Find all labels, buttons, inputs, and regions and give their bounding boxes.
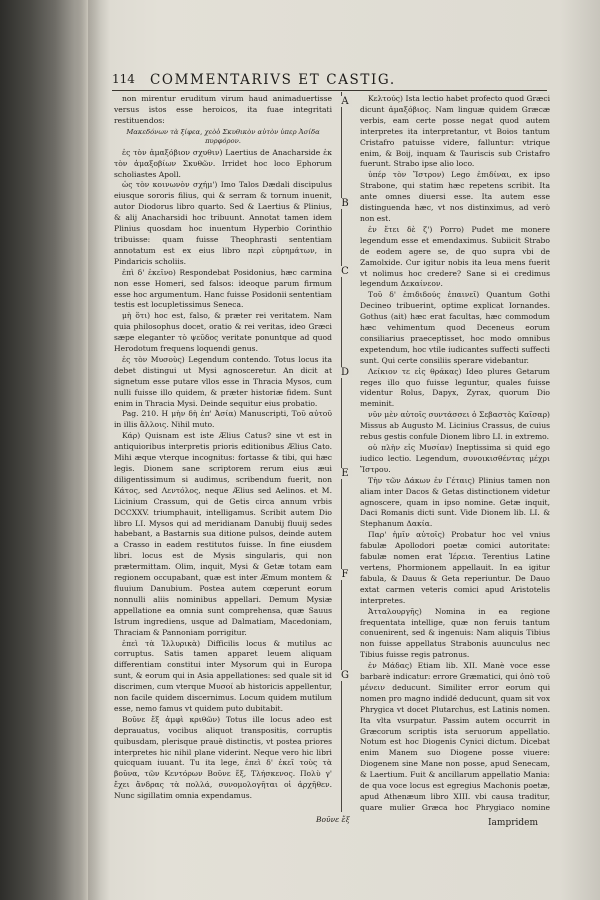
left-column [114,94,332,812]
right-paragraph: Τὴν τῶν Δάκων ἐν Γέταις) Plinius tamen non aliam inter Dacos & Getas distinctionem videtur agnoscere, quam in ipso nomine. Getæ inquit, Daci Romanis dicti sunt. Vide Dionem lib. LI. & Stephanum Δακία. [360,475,550,529]
catchword-right: Iampridem [488,818,539,828]
right-paragraph: νῦν μὲν αὐτοῖς συντάσσει ὁ Σεβαστὸς Καῖσαρ) Missus ab Augusto M. Licinius Crassus, de cuius rebus gestis confule Dionem libro LI. in extremo. [360,410,550,442]
margin-letter-e: E [338,468,352,479]
right-paragraph: Κελτούς) Ista lectio habet profecto quod Græci dicunt ἀμαξόβιος. Nam linguæ quidem Græcæ verbis, eam certe posse negat quod autem interpretes ita interpretantur, vt Boios tantum Cristafro patuisse videre, falluntur: vtrique enim, & Boij, inquam & Tauriscis sub Cristafro fuerunt. Strabo ipse alio loco. [360,94,550,169]
margin-letter-d: D [338,367,352,378]
margin-letter-b: B [338,198,352,209]
left-paragraph: Κάρ) Quisnam est iste Ælius Catus? sine vt est in antiquioribus interpretis prioris editionibus Ælius Cato. Mihi æque vterque incognitus: fortasse & tibi, qui hæc legis. Dionem sane scriptorem rerum eius æui diligentissimum si audimus, scribendum fuerit, non Κάτος, sed Λεντόλος, neque Ælius sed Aelinos. et M. Licinium Crassum, qui de Getis circa annum vrbis DCCXXV. triumphauit, intelligamus. Scribit autem Dio libro LI. Mysos qui ad meridianam Danubij fluuij sedes habebant, a Bastarnis sua ditione pulsos, deinde autem a Crasso in eadem restitutos fuisse. In fine eiusdem libri. locus est de Mysis singularis, qui non prætermittam. Olim, inquit, Mysi & Getæ totam eam regionem occupabant, quæ est inter Æmum montem & fluuium Danubium. Postea autem cœperunt eorum nonnulli aliis nominibus appellari. Demum Mysiæ appellatione ea omnia sunt comprehensa, quæ Sauus Istrum ingrediens, usque ad Dalmatiam, Macedoniam, Thraciam & Pannoniam porrigitur. [114,431,332,637]
right-paragraph: ὑπέρ τὸν Ἴστρον) Lego ἐπιδίναι, ex ipso Strabone, qui statim hæc repetens scribit. Ita ante omnes diuersi esse. Ita autem esse distinguenda hæc, vt nos distinximus, ad verò non est. [360,170,550,223]
header-rule [112,90,547,91]
left-paragraph: ἐς τὸν Μυσοὺς) Legendum contendo. Totus locus ita debet distingui ut Mysi agnosceretur. An dicit at signetum esse putare vllos esse in Thracia Mysos, cum nulli fuisse illo quidem, & præter historiæ fidem. Sunt enim in Thracia Mysi. Deinde sequitur eius probatio. [114,354,332,408]
left-paragraph: μὴ ὅτι) hoc est, falso, & præter rei veritatem. Nam quia philosophus docet, oratio & rei veritas, ideo Græci sæpe eleganter τὸ ψεῦδος veritate ponuntque ad quod Herodotum frequens loquendi genus. [114,311,332,354]
greek-verse: Μακεδόνων τὰ ξίφεα, χεὸὁ Σκυθικὸν αὐτὸν ὑπερ Ἀσίδα πυρφόρον. [126,127,320,146]
book-gutter-shadow [0,0,88,900]
left-paragraph: Pag. 210. Η μὴν δὴ ἐπ' Ἀσία) Manuscripti, Τοῦ αὐτοῦ in illis ἄλλοις. Nihil muto. [114,409,332,430]
left-paragraph: Βοῦνε ἔξ ἀμφὶ κριθῶν) Totus ille locus adeo est deprauatus, vocibus aliquot transpositis, corruptis quibusdam, plerisque prauè distinctis, vt postea priores interpretes hic nihil plane viderint. Neque vero hic libri quicquam iuuant. Tu ita lege, ἐπεὶ δ' ἐκεῖ τοὺς τὰ βοῦνα, τῶν Κεντόρων Βοῦνε ἔξ, Τλήσκενος. Πολὺ γ' ἔχει ἄνδρας τὰ πολλά, συνομολογῆται οἱ ἀρχῆθεν. Nunc sigillatim omnia expendamus. [114,714,332,801]
margin-letter-c: C [338,266,352,277]
running-title: COMMENTARIVS ET CASTIG. [150,72,396,88]
right-paragraph: ἐν Μάδας) Etiam lib. XII. Manè voce esse barbarè indicatur: errore Græmatici, qui ὀπὸ τοῦ μένειν deducunt. Similiter error eorum qui nomen pro magno indidé deducunt, quam sit vox Phrygica vt docet Plutarchus, est Latinis nomen. Ita vlta vsurpatur. Passim autem occurrit in Græcorum scriptis ista seruorum appellatio. Notum est hoc Diogenis Cynici dictum. Dicebat enim Manem suo Diogene posse viuere: Diogenem sine Mane non posse, apud Senecam, & Laertium. Fuit & ancillarum appellatio Mania: de qua voce locus est egregius Machonis poetæ, apud Athenæum libro XIII. vbi causa traditur, quare mulier Græca hoc Phrygiaco nomine [360,661,550,812]
left-paragraph: non mirentur eruditum virum haud animaduertisse versus istos esse heroicos, ita fuae integritati restituendos: [114,94,332,125]
margin-letter-a: A [338,96,352,107]
right-paragraph: Λείκιον τε εἰς θράκας) Ideo plures Getarum reges illo quo fuisse leguntur, quales fuisse videntur Rolus, Dapyx, Zyrax, quorum Dio meminit. [360,366,550,409]
page-number: 114 [112,72,135,86]
margin-letter-g: G [338,670,352,681]
right-paragraph: Τοῦ δ' ἐπιδιδούς ἐπαινεῖ) Quantum Gothi Decineo tribuerint, optime explicat Iornandes. Gothus (ait) hæc erat facultas, hæc commodum hæc vehimentum quod Deceneus eorum consiliarius praeceptisset, hoc modo omnibus expetendum, hoc vtile iudicantes suffecti suffecti sunt. Qui certe consiliis sperare videbantur. [360,290,550,365]
right-column [360,94,550,812]
left-paragraph: ἐς τὸν ἀμαξόβιον σχυθιν) Laertius de Anacharside ἐκ τὸν ἀμαξοβίων Σκυθῶν. Irridet hoc loco Ephorum scholiastes Apoll. [114,147,332,179]
right-paragraph: Ἀτταλουργῆς) Nomina in ea regione frequentata intellige, quæ non feruis tantum conuenirent, sed & ingenuis: Nam aliquis Tibius non fuisse appellatus Strabonis auunculus nec Tibius fuisse regis patronus. [360,606,550,660]
left-paragraph: ἐπεὶ τὰ Ἰλλυρικὰ) Difficilis locus & mutilus ac corruptus. Satis tamen apparet leuem aliquam differentiam constitui inter Mysorum qui in Europa sunt, & eorum qui in Asia appellationes: sed quale sit id discrimen, cum vterque Μυσοί ab historicis appellentur, non facile quidem discernimus. Locum quidem mutilum esse, nemo famus vt quidem puto dubitabit. [114,638,332,713]
right-paragraph: ἐν ἔτει δὲ ζ') Porro) Pudet me monere legendum esse et emendaximus. Subiicit Strabo de eodem agere se, de quo supra vbi de Zamolxide. Cur igitur nobis ita leua mens fuerit vt nolimus hoc credere? Sane si ei credimus legendum Δεκαίνεον. [360,224,550,289]
catchword-left: Βοῦνε ἔξ [316,815,350,824]
running-header [108,72,548,92]
page-edge-shading [88,0,110,900]
left-paragraph: ὡς τὸν κοινωνὸν σχήμ') Imo Talos Dædali discipulus eiusque sororis filius, qui & serram & tornum inuenit, autor Diodorus libro quarto. Sed & Laertius & Plinius, & alij Anacharsidi hoc tribuunt. Annotat tamen idem Plinius quosdam hoc inuentum Hyperbio Corinthio tribuisse: quam fuisse Theophrasti sententiam annotatum est ex eius libro περὶ εὑρημάτων, in Pindaricis scholiis. [114,180,332,266]
right-paragraph: Παρ' ἡμῖν αὐτοῖς) Probatur hoc vel vnius fabulæ Apollodori poetæ comici autoritate: fabulæ nomen erat Ἱέρεια. Terentius Latine vertens, Phormionem appellauit. In ea igitur fabula, & Dauus & Geta reperiuntur. De Dauo extat carmen veteris comici apud Aristotelis interpretes. [360,530,550,605]
margin-letter-f: F [338,569,352,580]
right-paragraph: οὐ πλὴν εἰς Μυσίαν) Ineptissima si quid ego iudico lectio. Legendum, συνοικισθέντας μέχρι Ἴστρου. [360,443,550,474]
left-paragraph: ἐπὶ δ' ἐκεῖνο) Respondebat Posidonius, hæc carmina non esse Homeri, sed falsos: ideoque parum firmum esse hoc argumentum. Hanc fuisse Posidonii sententiam testis est locupletissimus Seneca. [114,267,332,310]
